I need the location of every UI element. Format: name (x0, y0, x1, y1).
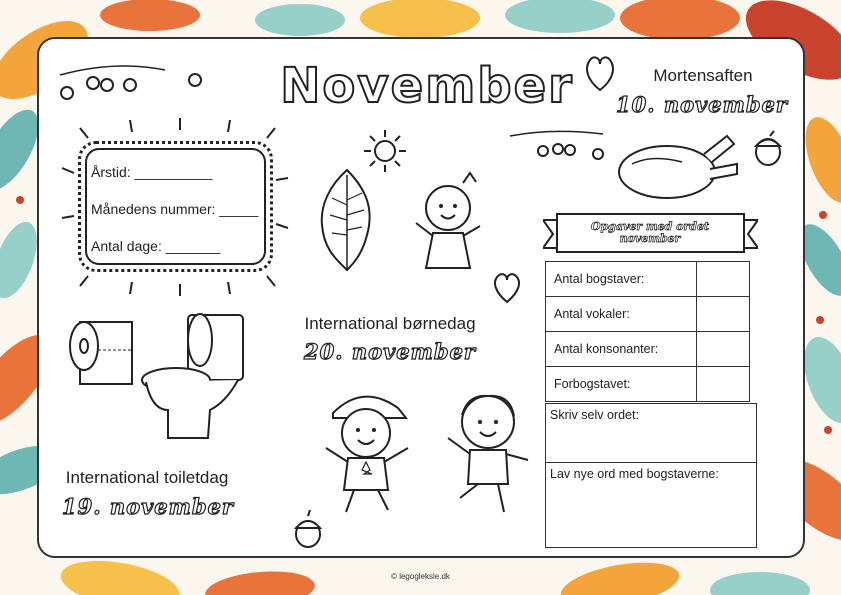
leaf-icon (490, 268, 524, 306)
page-title: November (280, 58, 574, 114)
acorn-icon (748, 128, 788, 168)
acorn-icon (288, 508, 328, 550)
task-label: Antal vokaler: (546, 297, 697, 332)
write-word-box[interactable] (545, 403, 757, 463)
table-row (546, 262, 750, 297)
leaf-icon (582, 52, 618, 94)
event-name-toilet-day: International toiletdag (65, 468, 229, 487)
month-number-field[interactable]: Månedens nummer: _____ (91, 201, 259, 217)
vowels-count-answer[interactable] (697, 297, 750, 332)
tasks-heading: Opgaver med ordet november (590, 220, 710, 245)
season-field[interactable]: Årstid: __________ (91, 164, 213, 180)
toilet-icon (138, 310, 248, 450)
berry-garland-icon (55, 55, 215, 105)
berry-garland-icon (508, 126, 608, 162)
copyright-text: © legogleksle.dk (391, 572, 450, 581)
task-label: Forbogstavet: (546, 367, 697, 402)
event-date-mortensaften: 10. november (615, 92, 788, 117)
table-row (546, 297, 750, 332)
task-label: Antal konsonanter: (546, 332, 697, 367)
month-info-box (78, 141, 273, 272)
write-word-label: Skriv selv ordet: (550, 408, 639, 422)
toilet-paper-icon (66, 316, 138, 392)
days-count-field[interactable]: Antal dage: _______ (91, 238, 221, 254)
new-words-label: Lav nye ord med bogstaverne: (550, 467, 719, 481)
child-icon (438, 380, 538, 520)
leaf-icon (312, 165, 382, 275)
task-label: Antal bogstaver: (546, 262, 697, 297)
event-name-childrens-day: International børnedag (304, 314, 476, 333)
child-icon (408, 168, 488, 278)
consonants-count-answer[interactable] (697, 332, 750, 367)
child-icon (318, 378, 418, 518)
new-words-box[interactable] (545, 462, 757, 548)
event-date-childrens-day: 20. november (303, 339, 476, 364)
event-name-mortensaften: Mortensaften (653, 66, 753, 85)
table-row (546, 332, 750, 367)
first-letter-answer[interactable] (697, 367, 750, 402)
letters-count-answer[interactable] (697, 262, 750, 297)
table-row (546, 367, 750, 402)
tasks-table (545, 261, 750, 402)
event-date-toilet-day: 19. november (61, 494, 234, 519)
turkey-icon (612, 124, 747, 204)
